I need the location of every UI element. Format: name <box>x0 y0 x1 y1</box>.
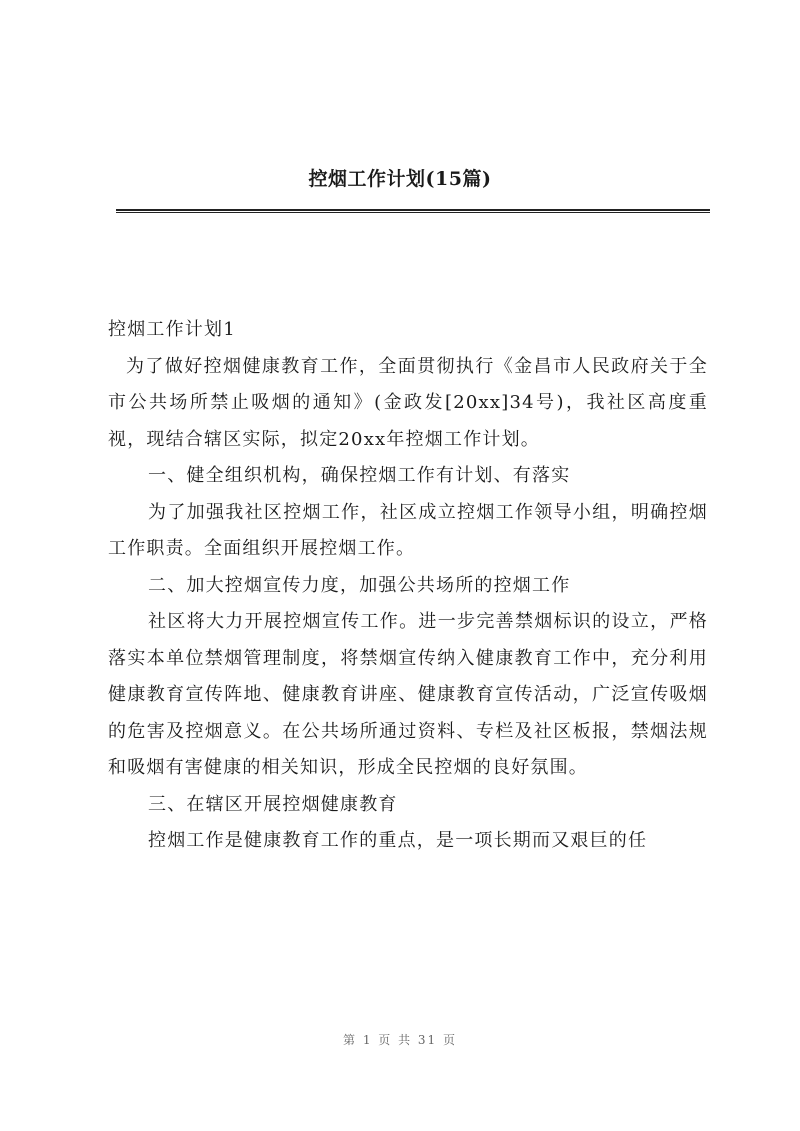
document-title: 控烟工作计划(15篇) <box>308 168 492 190</box>
section-heading-1: 一、健全组织机构，确保控烟工作有计划、有落实 <box>148 465 571 486</box>
section-paragraph-3: 控烟工作是健康教育工作的重点，是一项长期而又艰巨的任 <box>148 830 648 851</box>
section-paragraph-2: 社区将大力开展控烟宣传工作。进一步完善禁烟标识的设立，严格落实本单位禁烟管理制度，将禁烟宣传纳入健康教育工作中，充分利用健康教育宣传阵地、健康教育讲座、健康教育宣传活动，广泛宣传吸烟的危害及控烟意义。在公共场所通过资料、专栏及社区板报，禁烟法规和吸烟有害健康的相关知识，形成全民控烟的良好氛围。 <box>108 611 708 778</box>
section-heading-3: 三、在辖区开展控烟健康教育 <box>148 793 398 815</box>
plan-heading: 控烟工作计划1 <box>108 319 236 340</box>
intro-paragraph: 为了做好控烟健康教育工作，全面贯彻执行《金昌市人民政府关于全市公共场所禁止吸烟的通知》(金政发[20xx]34号)，我社区高度重视，现结合辖区实际，拟定20xx年控烟工作计划。 <box>108 355 708 450</box>
section-heading-2: 二、加大控烟宣传力度，加强公共场所的控烟工作 <box>148 574 571 596</box>
title-divider <box>116 209 710 213</box>
section-paragraph-1: 为了加强我社区控烟工作，社区成立控烟工作领导小组，明确控烟工作职责。全面组织开展控烟工作。 <box>108 501 708 559</box>
page-number-footer: 第 1 页 共 31 页 <box>343 1033 457 1047</box>
document-body <box>108 312 708 860</box>
